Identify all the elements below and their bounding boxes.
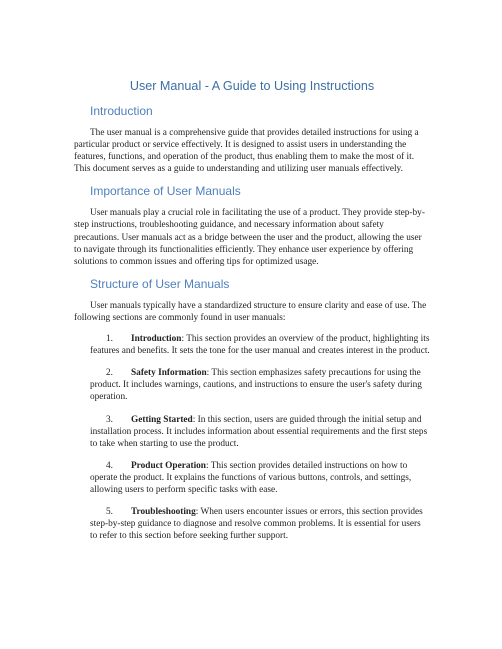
section-importance (74, 184, 430, 267)
list-item-text: : When users encounter issues or errors, this section provides step-by-step guidance to diagnose and resolve common problems. It is essential for users to refer to this section before seeking further support. (90, 507, 423, 542)
list-item-text: : This section provides an overview of the product, highlighting its features and benefits. It sets the tone for the user manual and creates interest in the product. (90, 334, 430, 357)
importance-paragraph: User manuals play a crucial role in facilitating the use of a product. They provide step-by-step instructions, troubleshooting guidance, and necessary information about safety precautions. User manuals act as a bridge between the user and the product, allowing the user to navigate through its functionalities efficiently. They enhance user experience by offering solutions to common issues and offering tips for optimized usage. (74, 208, 425, 267)
list-item (74, 506, 430, 542)
section-heading-importance: Importance of User Manuals (90, 184, 241, 199)
document-title: User Manual - A Guide to Using Instructions (129, 79, 375, 93)
list-item-number: 3. (106, 414, 113, 425)
section-heading-introduction: Introduction (90, 104, 153, 118)
list-item-text: : This section emphasizes safety precautions for using the product. It includes warnings, cautions, and instructions to ensure the user's safety during operation. (90, 368, 422, 403)
list-item-term: Troubleshooting (131, 507, 196, 518)
list-item-term: Product Operation (131, 460, 206, 471)
list-item-term: Introduction (131, 334, 182, 345)
structure-paragraph: User manuals typically have a standardized structure to ensure clarity and ease of use. The following sections are commonly found in user manuals: (74, 300, 427, 323)
introduction-paragraph: The user manual is a comprehensive guide that provides detailed instructions for using a particular product or service effectively. It is designed to assist users in understanding the features, functions, and operation of the product, thus enabling them to make the most of it. This document serves as a guide to understanding and utilizing user manuals effectively. (74, 128, 419, 175)
list-item-term: Safety Information (131, 368, 207, 379)
document-body (74, 78, 430, 552)
list-item (74, 333, 430, 357)
list-item-number: 5. (106, 507, 113, 518)
list-item-text: : In this section, users are guided through the initial setup and installation process. It includes information about essential requirements and the first steps to take when starting to use the product. (90, 414, 428, 449)
list-item (74, 460, 430, 496)
list-item-text: : This section provides detailed instructions on how to operate the product. It explains the functions of various buttons, controls, and settings, allowing users to perform specific tasks with ease. (90, 460, 412, 495)
list-item (74, 414, 430, 450)
structure-list (74, 333, 430, 542)
list-item (74, 367, 430, 403)
list-item-term: Getting Started (131, 414, 193, 425)
section-structure (74, 277, 430, 543)
list-item-number: 2. (106, 368, 113, 379)
section-heading-structure: Structure of User Manuals (90, 276, 230, 291)
section-introduction (74, 104, 430, 175)
list-item-number: 4. (106, 460, 113, 471)
list-item-number: 1. (106, 334, 113, 345)
